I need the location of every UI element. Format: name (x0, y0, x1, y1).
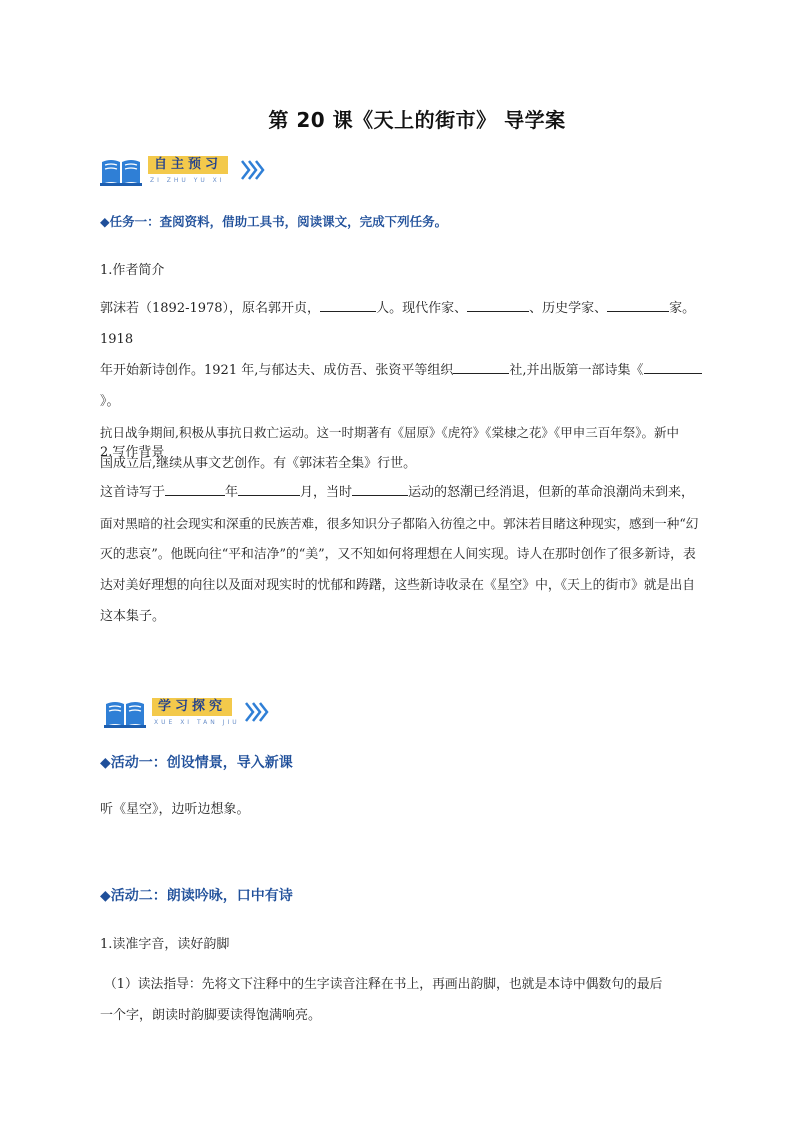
fill-blank (453, 359, 509, 374)
fill-blank (320, 297, 376, 312)
author-paragraph (100, 293, 710, 479)
section-label: 自主预习 (148, 156, 228, 174)
activity-one-heading: ◆活动一：创设情景，导入新课 (100, 755, 293, 771)
text-run: 月，当时 (300, 485, 353, 500)
book-icon (104, 700, 146, 728)
text-line: 达对美好理想的向往以及面对现实时的忧郁和踌躇，这些新诗收录在《星空》中，《天上的街市》就是出自 (100, 578, 696, 593)
activity-one-text: 听《星空》，边听边想象。 (100, 802, 250, 817)
text-line: 面对黑暗的社会现实和深重的民族苦难，很多知识分子都陷入彷徨之中。郭沫若目睹这种现实，感到一种“幻 (100, 516, 699, 531)
fill-blank (467, 297, 529, 312)
text-line: 一个字，朗读时韵脚要读得饱满响亮。 (100, 1008, 322, 1023)
text-run: 运动的怒潮已经消退，但新的革命浪潮尚未到来， (408, 485, 695, 500)
section-pinyin: ZI ZHU YU XI (150, 177, 225, 184)
text-run: 家。1918 (100, 301, 696, 347)
section-label: 学习探究 (152, 698, 232, 716)
reading-heading: 1.读准字音，读好韵脚 (100, 937, 230, 952)
text-run: 郭沫若（1892-1978），原名郭开贞， (100, 301, 321, 316)
task-one-heading: ◆任务一：查阅资料，借助工具书，阅读课文，完成下列任务。 (100, 214, 448, 229)
text-line: 国成立后,继续从事文艺创作。有《郭沫若全集》行世。 (100, 456, 417, 471)
text-run: 社,并出版第一部诗集《 (509, 363, 644, 378)
section-banner-preview (100, 156, 280, 188)
book-icon (100, 158, 142, 186)
chevron-right-icon (244, 700, 270, 724)
activity-two-heading: ◆活动二：朗读吟咏，口中有诗 (100, 888, 293, 904)
fill-blank (607, 297, 669, 312)
section-banner-explore (104, 698, 284, 730)
page-title: 第 20 课《天上的街市》 导学案 (268, 108, 566, 132)
text-line: 这本集子。 (100, 609, 166, 624)
text-run: 人。现代作家、 (376, 301, 468, 316)
text-run: 年开始新诗创作。1921 年,与郁达夫、成仿吾、张资平等组织 (100, 363, 454, 378)
text-line: 抗日战争期间,积极从事抗日救亡运动。这一时期著有《屈原》《虎符》《棠棣之花》《甲申三百年祭》。新中 (100, 425, 679, 440)
text-run: 、历史学家、 (529, 301, 608, 316)
text-run: 年 (225, 485, 239, 500)
background-heading: 2.写作背景 (100, 445, 165, 460)
text-run: 这首诗写于 (100, 485, 166, 500)
background-paragraph (100, 477, 710, 632)
author-heading: 1.作者简介 (100, 263, 165, 278)
text-line: （1）读法指导：先将文下注释中的生字读音注释在书上，再画出韵脚，也就是本诗中偶数句的最后 (104, 977, 663, 992)
chevron-right-icon (240, 158, 266, 182)
fill-blank (165, 481, 225, 496)
fill-blank (238, 481, 300, 496)
section-pinyin: XUE XI TAN JIU (154, 719, 240, 726)
fill-blank (644, 359, 702, 374)
reading-paragraph (100, 969, 714, 1031)
text-line: 灭的悲哀”。他既向往“平和洁净”的“美”，又不知如何将理想在人间实现。诗人在那时创作了很多新诗，表 (100, 547, 696, 562)
fill-blank (352, 481, 408, 496)
text-run: 》。 (100, 394, 120, 409)
